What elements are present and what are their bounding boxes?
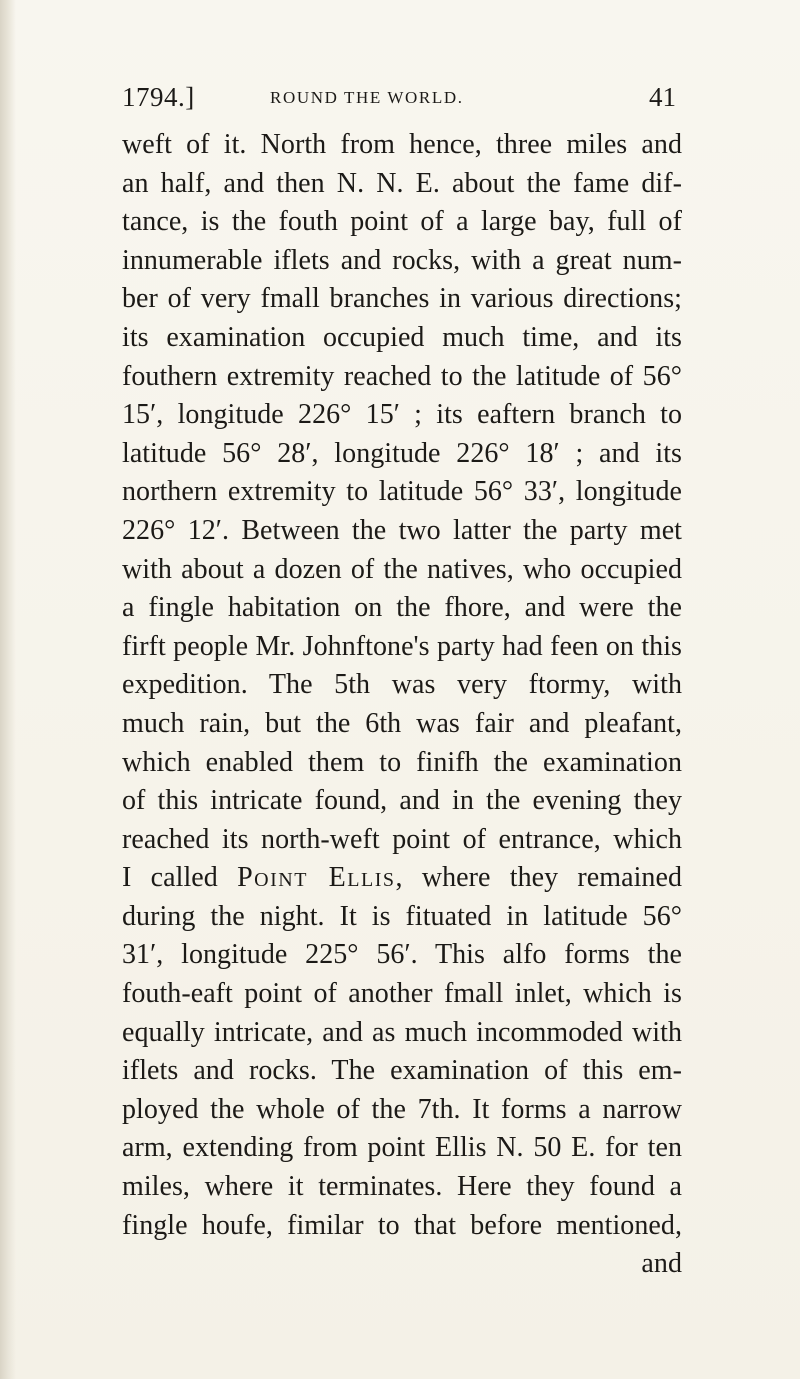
text-line: northern extremity to latitude 56° 33′, longitude: [122, 476, 682, 508]
text-line: innumerable iflets and rocks, with a great num-: [122, 244, 682, 276]
body-text: [122, 126, 682, 1284]
text-line: 15′, longitude 226° 15′ ; its eaftern branch to: [122, 399, 682, 431]
text-line: firft people Mr. Johnftone's party had feen on this: [122, 630, 682, 662]
text-line: its examination occupied much time, and its: [122, 321, 682, 353]
text-line: during the night. It is fituated in latitude 56°: [122, 900, 682, 932]
text-line: 31′, longitude 225° 56′. This alfo forms the: [122, 939, 682, 971]
line-tail: , where they remained: [395, 862, 683, 894]
text-line: iflets and rocks. The examination of this em-: [122, 1055, 682, 1087]
text-line: a fingle habitation on the fhore, and were the: [122, 592, 682, 624]
text-line: reached its north-weft point of entrance, which: [122, 823, 682, 855]
text-line: expedition. The 5th was very ftormy, with: [122, 669, 682, 701]
page-header: [122, 82, 676, 116]
text-line: equally intricate, and as much incommoded with: [122, 1016, 682, 1048]
text-line: fouth-eaft point of another fmall inlet, which is: [122, 978, 682, 1010]
text-line-point-ellis: [122, 859, 682, 898]
text-line: weft of it. North from hence, three miles and: [122, 129, 682, 160]
catchword: and: [641, 1248, 682, 1280]
text-line: fouthern extremity reached to the latitude of 56°: [122, 360, 682, 392]
text-line: tance, is the fouth point of a large bay, full of: [122, 206, 682, 238]
text-line: latitude 56° 28′, longitude 226° 18′ ; and its: [122, 437, 682, 469]
page-gutter-shadow: [0, 0, 16, 1379]
line-lead: I called: [122, 862, 238, 894]
text-line: miles, where it terminates. Here they found a: [122, 1171, 682, 1203]
text-line: 226° 12′. Between the two latter the party met: [122, 514, 682, 546]
header-year: 1794.]: [122, 82, 195, 112]
text-line: with about a dozen of the natives, who occupied: [122, 553, 682, 585]
place-name-point-ellis: Point Ellis: [237, 862, 396, 894]
text-line: of this intricate found, and in the evening they: [122, 785, 682, 817]
running-title: ROUND THE WORLD.: [270, 88, 464, 107]
text-line: much rain, but the 6th was fair and pleafant,: [122, 707, 682, 739]
text-line: ployed the whole of the 7th. It forms a narrow: [122, 1093, 682, 1125]
text-line: arm, extending from point Ellis N. 50 E. for ten: [122, 1132, 682, 1164]
text-line: an half, and then N. N. E. about the fame dif-: [122, 167, 682, 199]
text-line: fingle houfe, fimilar to that before mentioned,: [122, 1209, 682, 1241]
text-line: ber of very fmall branches in various directions;: [122, 283, 682, 315]
page-number: 41: [649, 82, 676, 112]
text-line: which enabled them to finifh the examination: [122, 746, 682, 778]
